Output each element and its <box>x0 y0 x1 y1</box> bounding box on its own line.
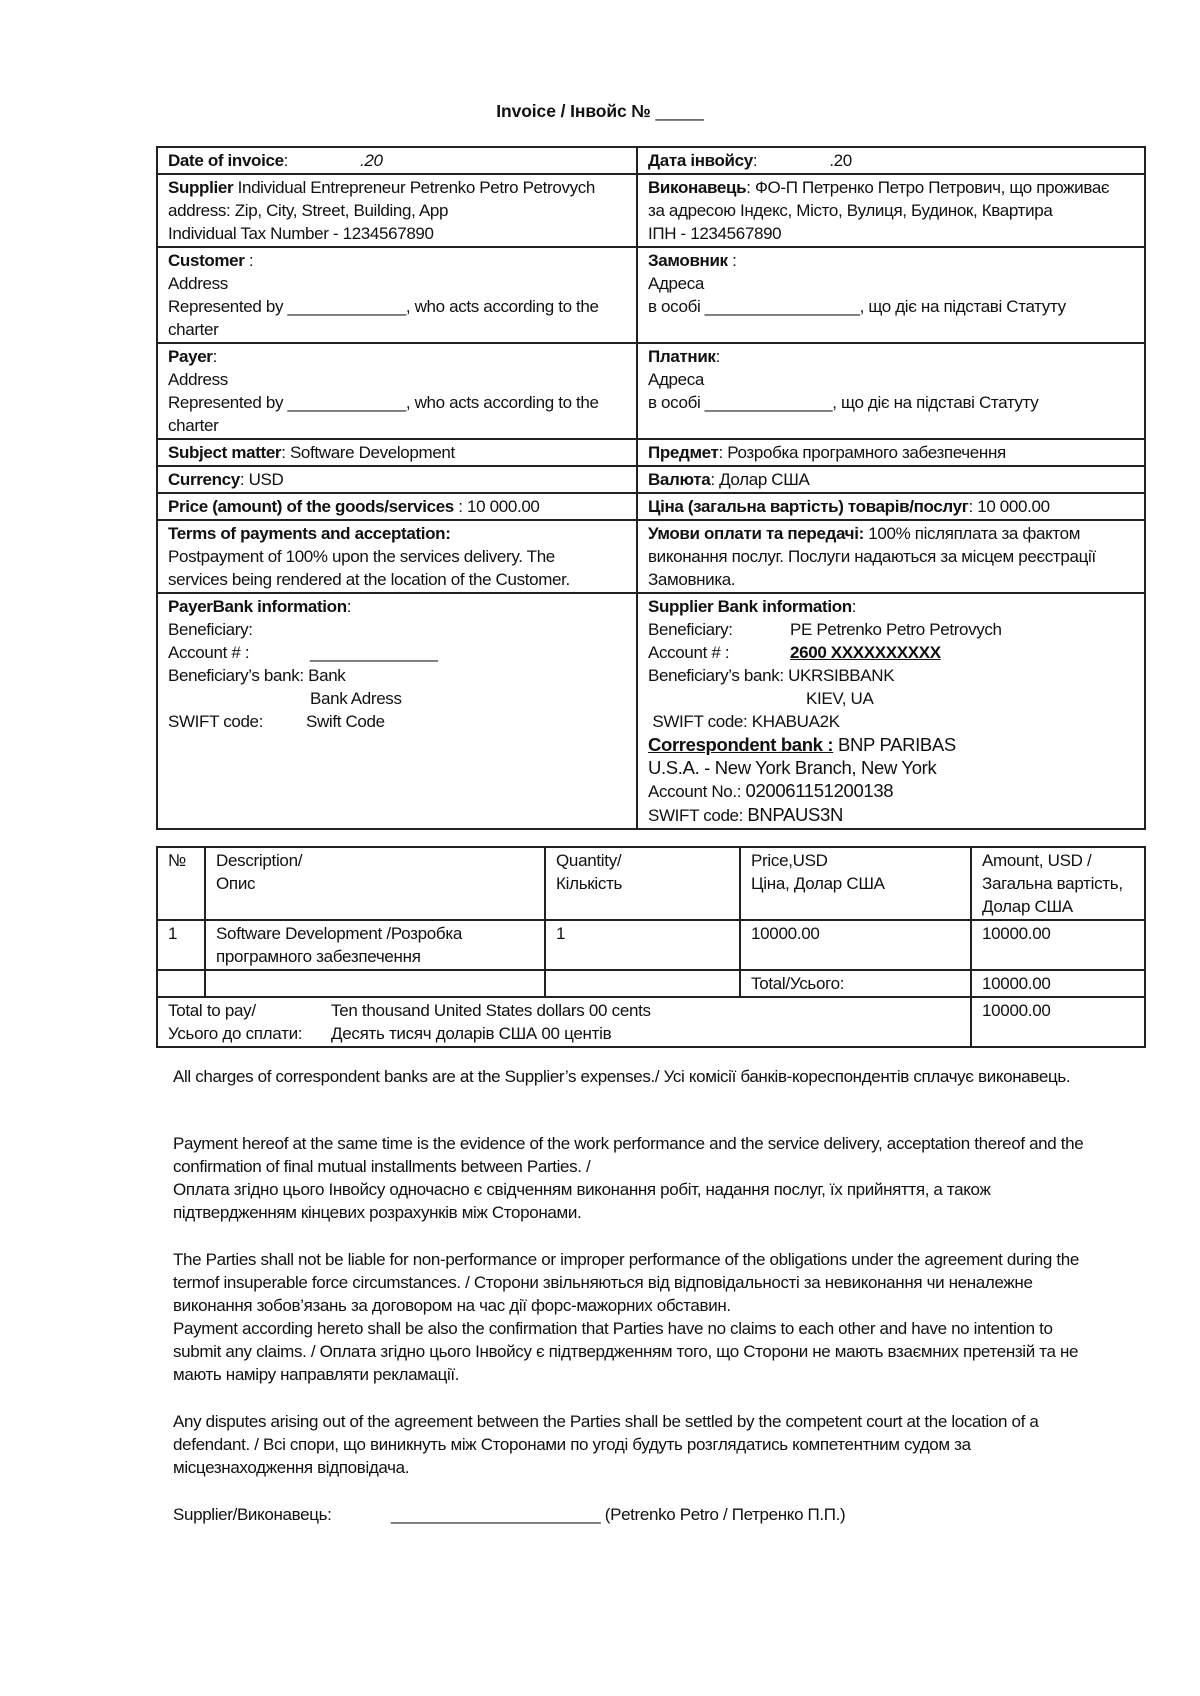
header-description <box>205 847 545 920</box>
header-price <box>740 847 971 920</box>
total-empty-2 <box>205 970 545 997</box>
row-num: 1 <box>157 920 205 970</box>
currency-row <box>157 466 1145 493</box>
payer-bank-label: PayerBank information <box>168 597 347 616</box>
payment-evidence-paragraph <box>173 1132 1133 1224</box>
payer-bank-swift-label: SWIFT code: <box>168 712 264 731</box>
supplier-bank-swift-label: SWIFT code: <box>652 712 748 731</box>
terms-en-line2: services being rendered at the location of the Customer. <box>168 570 570 589</box>
topay-uk-value: Десять тисяч доларів США 00 центів <box>331 1024 612 1043</box>
signature-label: Supplier/Виконавець: <box>173 1505 332 1524</box>
supplier-uk-cell: Виконавець: ФО-П Петренко Петро Петрович, що проживає за адресою Індекс, Місто, Вулиця, Будинок, Квартира ІПН - 1234567890 <box>637 174 1145 247</box>
date-en-label: Date of invoice <box>168 151 284 170</box>
topay-en-value: Ten thousand United States dollars 00 cents <box>331 1001 651 1020</box>
supplier-en-tax: Individual Tax Number - 1234567890 <box>168 224 434 243</box>
header-price-uk: Ціна, Долар США <box>751 874 885 893</box>
bank-row <box>157 593 1145 829</box>
header-amount-2: Загальна вартість, <box>982 874 1123 893</box>
header-amount <box>971 847 1145 920</box>
price-row <box>157 493 1145 520</box>
supplier-bank-label: Supplier Bank information <box>648 597 852 616</box>
price-uk-cell: Ціна (загальна вартість) товарів/послуг: 10 000.00 <box>637 493 1145 520</box>
payer-uk-label: Платник <box>648 347 716 366</box>
supplier-bank-account-value: 2600 XXXXXXXXXX <box>790 643 941 662</box>
row-quantity: 1 <box>545 920 740 970</box>
p2-line1: The Parties shall not be liable for non-performance or improper performance of the obligations under the agreement during the <box>173 1250 1079 1269</box>
price-uk-value: 10 000.00 <box>977 497 1050 516</box>
currency-uk-label: Валюта <box>648 470 711 489</box>
supplier-en-label: Supplier <box>168 178 234 197</box>
p1-line2: confirmation of final mutual installments between Parties. / <box>173 1157 591 1176</box>
correspondent-swift-label: SWIFT code: <box>648 806 744 825</box>
date-uk-label: Дата інвойсу <box>648 151 753 170</box>
supplier-bank-cell: Supplier Bank information: Beneficiary: PE Petrenko Petro Petrovych Account # : 2600 XXXXXXXXXX Beneficiary’s bank: UKRSIBBANK KIEV, UA SWIFT code: KHABUA2K Correspondent bank : BNP PARIBAS U.S.A. - New York Branch, New York Account No.: 020061151200138 SWIFT code: BNPAUS3N <box>637 593 1145 829</box>
total-label: Total/Усього: <box>740 970 971 997</box>
row-description-1: Software Development /Розробка <box>216 924 462 943</box>
terms-uk-cell <box>637 520 1145 593</box>
total-empty-3 <box>545 970 740 997</box>
disputes-paragraph <box>173 1410 1133 1479</box>
p1-line1: Payment hereof at the same time is the evidence of the work performance and the service delivery, acceptation thereof and the <box>173 1134 1084 1153</box>
customer-en-cell: Customer : Address Represented by _____________, who acts according to the charter <box>157 247 637 343</box>
date-en-value: .20 <box>360 151 383 170</box>
customer-uk-address: Адреса <box>648 274 705 293</box>
payer-bank-account-label: Account # : <box>168 643 250 662</box>
supplier-en-name: Individual Entrepreneur Petrenko Petro Petrovych <box>237 178 596 197</box>
p2-line2: termof insuperable force circumstances. / Сторони звільняються від відповідальності за невиконання чи неналежне <box>173 1273 1033 1292</box>
header-amount-1: Amount, USD / <box>982 851 1092 870</box>
payer-uk-cell: Платник: Адреса в особі ______________, що діє на підставі Статуту <box>637 343 1145 439</box>
correspondent-swift-value: BNPAUS3N <box>747 804 843 825</box>
header-description-uk: Опис <box>216 874 256 893</box>
supplier-row <box>157 174 1145 247</box>
p2-line4: Payment according hereto shall be also the confirmation that Parties have no claims to each other and have no intention to <box>173 1319 1053 1338</box>
header-quantity-en: Quantity/ <box>556 851 622 870</box>
payer-uk-rep: в особі ______________, що діє на підставі Статуту <box>648 393 1039 412</box>
header-price-en: Price,USD <box>751 851 828 870</box>
subject-row <box>157 439 1145 466</box>
price-en-value: 10 000.00 <box>467 497 540 516</box>
payer-bank-bank-value: Bank <box>308 666 346 685</box>
customer-en-label: Customer <box>168 251 245 270</box>
invoice-title <box>0 101 1200 122</box>
subject-uk-value: Розробка програмного забезпечення <box>727 443 1006 462</box>
p3-line2: defendant. / Всі спори, що виникнуть між Сторонами по угоді будуть розглядатись компетентним судом за <box>173 1435 971 1454</box>
supplier-uk-label: Виконавець <box>648 178 747 197</box>
customer-en-rep: Represented by _____________, who acts according to the <box>168 297 599 316</box>
subject-uk-label: Предмет <box>648 443 719 462</box>
payer-bank-account-value: ______________ <box>310 643 438 662</box>
terms-en-line1: Postpayment of 100% upon the services delivery. The <box>168 547 555 566</box>
currency-en-value: USD <box>248 470 284 489</box>
charges-note: All charges of correspondent banks are at the Supplier’s expenses./ Усі комісії банків-кореспондентів сплачує виконавець. <box>173 1067 1071 1086</box>
currency-en-cell: Currency: USD <box>157 466 637 493</box>
topay-uk-label: Усього до сплати: <box>168 1024 303 1043</box>
subject-en-value: Software Development <box>289 443 455 462</box>
row-price: 10000.00 <box>740 920 971 970</box>
supplier-en-cell <box>157 174 637 247</box>
p1-line4: підтвердженням кінцевих розрахунків між Сторонами. <box>173 1203 582 1222</box>
correspondent-bank-branch: U.S.A. - New York Branch, New York <box>648 757 937 778</box>
force-majeure-paragraph <box>173 1248 1133 1386</box>
p2-line5: submit any claims. / Оплата згідно цього Інвойсу є підтвердженням того, що Сторони не мають взаємних претензій та не <box>173 1342 1079 1361</box>
currency-uk-value: Долар США <box>719 470 810 489</box>
payer-bank-bank-label: Beneficiary’s bank: <box>168 666 304 685</box>
correspondent-account-label: Account No.: <box>648 782 742 801</box>
supplier-uk-tax: ІПН - 1234567890 <box>648 224 782 243</box>
terms-en-cell <box>157 520 637 593</box>
customer-en-rep2: charter <box>168 320 219 339</box>
supplier-bank-swift-value: KHABUA2K <box>751 712 840 731</box>
supplier-en-address: address: Zip, City, Street, Building, App <box>168 201 449 220</box>
header-description-en: Description/ <box>216 851 303 870</box>
date-en-cell: Date of invoice: .20 <box>157 147 637 174</box>
customer-uk-cell: Замовник : Адреса в особі _________________, що діє на підставі Статуту <box>637 247 1145 343</box>
price-uk-label: Ціна (загальна вартість) товарів/послуг <box>648 497 969 516</box>
payer-bank-address: Bank Adress <box>310 689 402 708</box>
invoice-title-label: Invoice / Інвойс № <box>496 101 651 121</box>
terms-uk-line2: Замовника. <box>648 570 736 589</box>
header-amount-3: Долар США <box>982 897 1073 916</box>
row-description-2: програмного забезпечення <box>216 947 421 966</box>
invoice-header-table <box>156 146 1146 830</box>
supplier-bank-beneficiary-label: Beneficiary: <box>648 620 733 639</box>
invoice-number: _____ <box>655 101 704 121</box>
supplier-bank-account-label: Account # : <box>648 643 730 662</box>
supplier-uk-name: ФО-П Петренко Петро Петрович, що проживає <box>754 178 1110 197</box>
date-uk-cell: Дата інвойсу: .20 <box>637 147 1145 174</box>
row-amount: 10000.00 <box>971 920 1145 970</box>
topay-amount: 10000.00 <box>971 997 1145 1047</box>
supplier-bank-city: KIEV, UA <box>806 689 874 708</box>
row-description <box>205 920 545 970</box>
payer-en-label: Payer <box>168 347 213 366</box>
header-quantity-uk: Кількість <box>556 874 623 893</box>
customer-row <box>157 247 1145 343</box>
p2-line6: мають наміру направляти рекламації. <box>173 1365 460 1384</box>
currency-en-label: Currency <box>168 470 240 489</box>
supplier-bank-bank-value: UKRSIBBANK <box>788 666 895 685</box>
p2-line3: виконання зобов’язань за договором на час дії форс-мажорних обставин. <box>173 1296 731 1315</box>
total-value: 10000.00 <box>971 970 1145 997</box>
terms-uk-label: Умови оплати та передачі: <box>648 524 864 543</box>
currency-uk-cell: Валюта: Долар США <box>637 466 1145 493</box>
items-header-row <box>157 847 1145 920</box>
p1-line3: Оплата згідно цього Інвойсу одночасно є свідченням виконання робіт, надання послуг, їх прийняття, а також <box>173 1180 991 1199</box>
correspondent-bank-label: Correspondent bank : <box>648 734 834 755</box>
supplier-uk-address: за адресою Індекс, Місто, Вулиця, Будинок, Квартира <box>648 201 1053 220</box>
subject-en-label: Subject matter <box>168 443 282 462</box>
customer-en-address: Address <box>168 274 228 293</box>
header-quantity <box>545 847 740 920</box>
payer-en-cell: Payer: Address Represented by _____________, who acts according to the charter <box>157 343 637 439</box>
subject-uk-cell: Предмет: Розробка програмного забезпечення <box>637 439 1145 466</box>
p3-line1: Any disputes arising out of the agreement between the Parties shall be settled by the competent court at the location of a <box>173 1412 1039 1431</box>
customer-uk-rep: в особі _________________, що діє на підставі Статуту <box>648 297 1066 316</box>
correspondent-account-value: 020061151200138 <box>745 780 894 801</box>
supplier-bank-beneficiary-value: PE Petrenko Petro Petrovych <box>790 620 1002 639</box>
payer-bank-swift-value: Swift Code <box>306 712 385 731</box>
date-row <box>157 147 1145 174</box>
date-uk-value: .20 <box>829 151 852 170</box>
topay-en-label: Total to pay/ <box>168 1001 256 1020</box>
payer-uk-address: Адреса <box>648 370 705 389</box>
terms-row <box>157 520 1145 593</box>
payer-en-rep: Represented by _____________, who acts according to the <box>168 393 599 412</box>
price-en-cell: Price (amount) of the goods/services : 10 000.00 <box>157 493 637 520</box>
topay-text-cell <box>157 997 971 1047</box>
total-empty-1 <box>157 970 205 997</box>
payer-bank-cell: PayerBank information: Beneficiary: Account # : ______________ Beneficiary’s bank: Bank Bank Adress SWIFT code: Swift Code <box>157 593 637 829</box>
subject-en-cell: Subject matter: Software Development <box>157 439 637 466</box>
items-table <box>156 846 1146 1048</box>
payer-row <box>157 343 1145 439</box>
topay-row <box>157 997 1145 1047</box>
price-en-label: Price (amount) of the goods/services <box>168 497 454 516</box>
table-row <box>157 920 1145 970</box>
terms-uk-line1: виконання послуг. Послуги надаються за місцем реєстрації <box>648 547 1096 566</box>
payer-en-address: Address <box>168 370 228 389</box>
supplier-bank-bank-label: Beneficiary’s bank: <box>648 666 784 685</box>
payer-bank-beneficiary: Beneficiary: <box>168 620 253 639</box>
terms-en-label: Terms of payments and acceptation: <box>168 524 451 543</box>
customer-uk-label: Замовник <box>648 251 728 270</box>
correspondent-bank-value: BNP PARIBAS <box>838 734 956 755</box>
signature-name: (Petrenko Petro / Петренко П.П.) <box>604 1505 846 1524</box>
total-row <box>157 970 1145 997</box>
signature-block <box>173 1503 1133 1526</box>
header-num: № <box>157 847 205 920</box>
signature-line: _______________________ <box>391 1505 601 1524</box>
payer-en-rep2: charter <box>168 416 219 435</box>
p3-line3: місцезнаходження відповідача. <box>173 1458 410 1477</box>
terms-uk-line0: 100% післяплата за фактом <box>868 524 1081 543</box>
